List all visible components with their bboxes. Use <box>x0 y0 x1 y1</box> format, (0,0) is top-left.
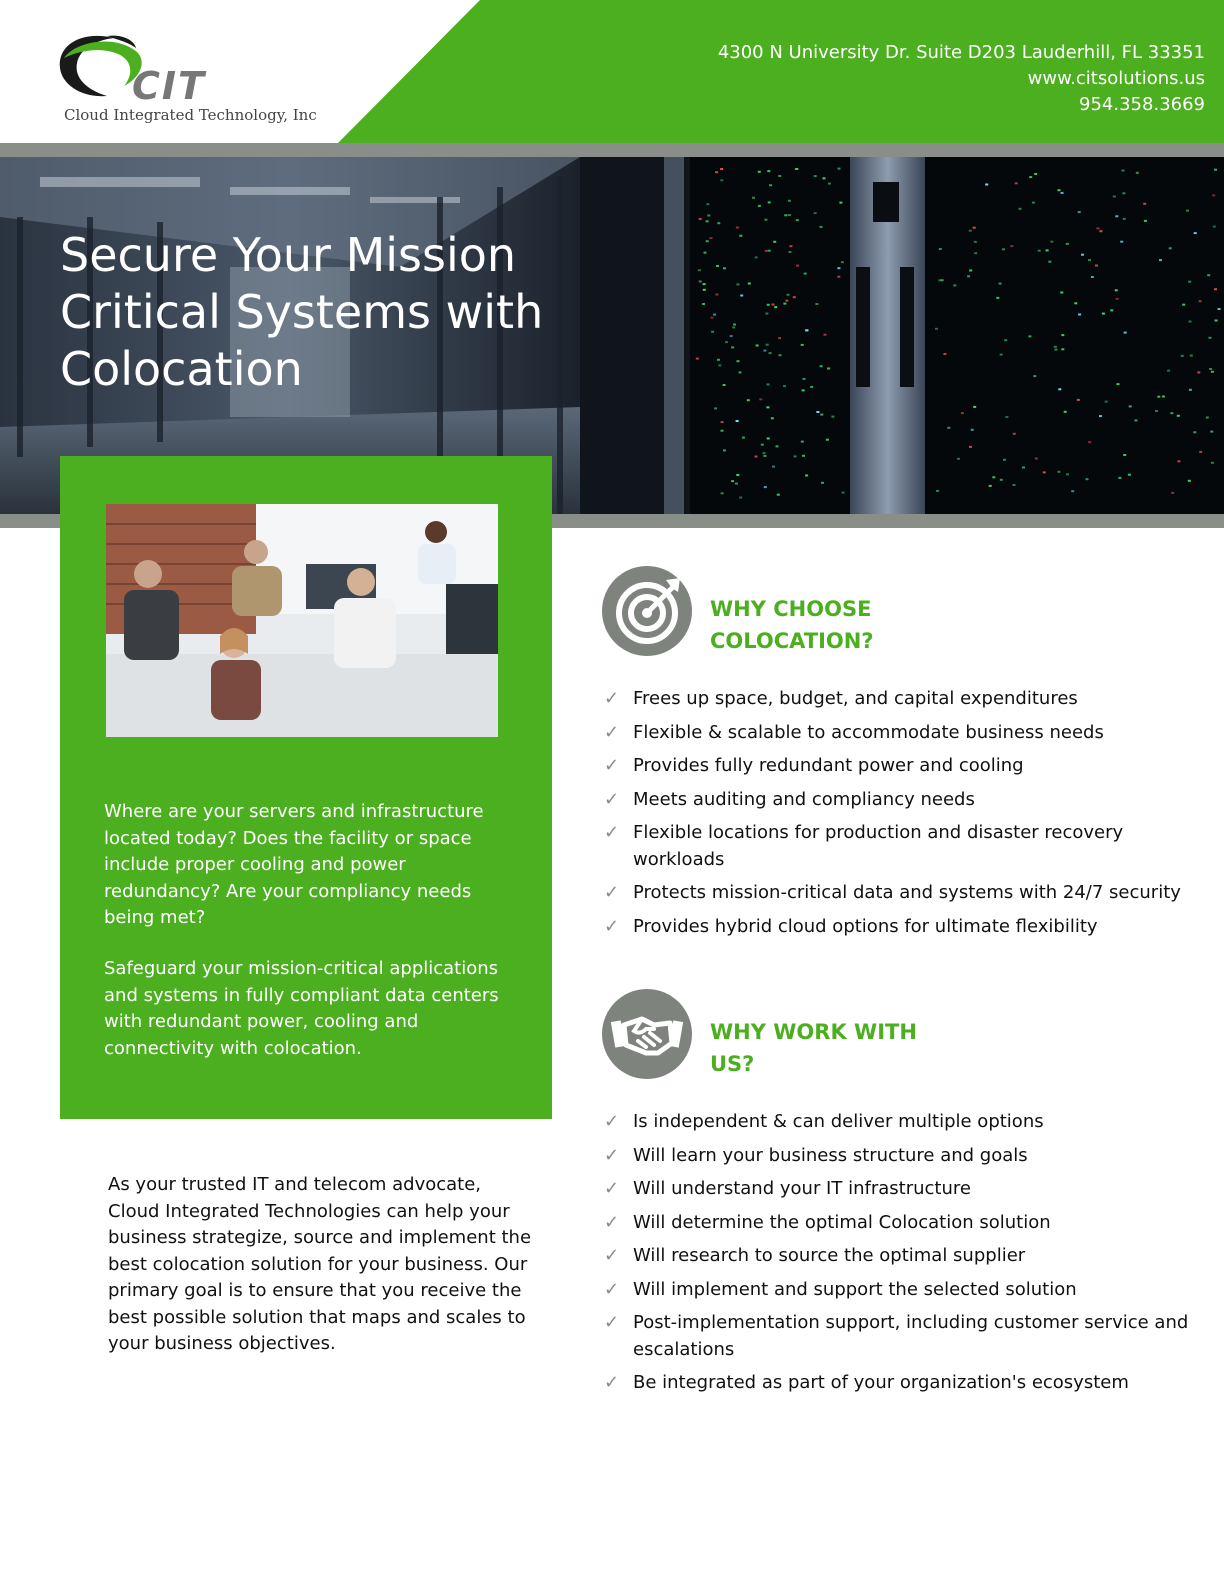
why-work-item-text: Post-implementation support, including customer service and escalations <box>633 1312 1189 1360</box>
why-choose-item-text: Provides fully redundant power and cooling <box>633 755 1024 776</box>
why-choose-list-item <box>604 820 1204 873</box>
office-photo-image <box>106 504 498 737</box>
checkmark-icon: ✓ <box>604 1312 620 1333</box>
why-choose-item-text: Frees up space, budget, and capital expenditures <box>633 688 1078 709</box>
checkmark-icon: ✓ <box>604 1178 620 1199</box>
why-work-item-text: Is independent & can deliver multiple options <box>633 1111 1044 1132</box>
intro-paragraph-1: Where are your servers and infrastructure located today? Does the facility or space include proper cooling and power redundancy? Are your compliancy needs being met? <box>104 801 484 928</box>
address: 4300 N University Dr. Suite D203 Lauderhill, FL 33351 <box>717 42 1205 63</box>
advocate-paragraph: As your trusted IT and telecom advocate, Cloud Integrated Technologies can help your business strategize, source and implement the best colocation solution for your business. Our primary goal is to ensure that you receive the best possible solution that maps and scales to your business objectives. <box>108 1174 532 1354</box>
why-work-list-item <box>604 1277 1204 1304</box>
why-work-title <box>710 1016 950 1080</box>
phone-number[interactable]: 954.358.3669 <box>1079 94 1205 115</box>
why-choose-item-text: Protects mission-critical data and systems with 24/7 security <box>633 882 1181 903</box>
why-work-title-line: US? <box>710 1052 755 1076</box>
contact-info <box>718 40 1205 118</box>
why-choose-list-item <box>604 914 1204 941</box>
why-work-list-item <box>604 1109 1204 1136</box>
why-choose-list-item <box>604 880 1204 907</box>
why-choose-title <box>710 593 950 657</box>
checkmark-icon: ✓ <box>604 822 620 843</box>
target-icon <box>602 566 692 656</box>
why-choose-title-line: WHY CHOOSE <box>710 597 872 621</box>
hero-title-line: Secure Your Mission <box>60 228 517 282</box>
checkmark-icon: ✓ <box>604 1111 620 1132</box>
why-work-list-item <box>604 1370 1204 1397</box>
checkmark-icon: ✓ <box>604 915 620 937</box>
why-work-item-text: Will research to source the optimal supplier <box>633 1245 1026 1266</box>
hero-title <box>60 227 600 398</box>
checkmark-icon: ✓ <box>604 721 620 743</box>
handshake-icon <box>602 989 692 1079</box>
why-work-list-item <box>604 1176 1204 1203</box>
logo-wordmark: CIT <box>132 64 206 108</box>
intro-paragraph-2: Safeguard your mission-critical applications and systems in fully compliant data centers with redundant power, cooling and connectivity with colocation. <box>104 958 499 1059</box>
page-header <box>0 0 1224 143</box>
checkmark-icon: ✓ <box>604 882 620 903</box>
why-work-list-item <box>604 1243 1204 1270</box>
office-team-photo <box>106 504 498 737</box>
checkmark-icon: ✓ <box>604 1144 620 1166</box>
why-work-list-item <box>604 1143 1204 1170</box>
why-work-title-line: WHY WORK WITH <box>710 1020 917 1044</box>
why-choose-item-text: Provides hybrid cloud options for ultimate flexibility <box>633 915 1098 937</box>
why-choose-item-text: Meets auditing and compliancy needs <box>633 788 975 810</box>
why-work-item-text: Will determine the optimal Colocation solution <box>633 1211 1051 1233</box>
checkmark-icon: ✓ <box>604 1278 620 1300</box>
checkmark-icon: ✓ <box>604 1372 620 1393</box>
why-choose-item-text: Flexible & scalable to accommodate business needs <box>633 721 1104 743</box>
why-work-item-text: Will learn your business structure and goals <box>633 1144 1028 1166</box>
checkmark-icon: ✓ <box>604 788 620 810</box>
why-choose-item-text: Flexible locations for production and disaster recovery workloads <box>633 822 1124 870</box>
top-divider <box>0 143 1224 157</box>
why-choose-list-item <box>604 787 1204 814</box>
why-choose-list-item <box>604 686 1204 713</box>
why-work-item-text: Will understand your IT infrastructure <box>633 1178 971 1199</box>
why-work-list-item <box>604 1210 1204 1237</box>
why-choose-list-item <box>604 720 1204 747</box>
checkmark-icon: ✓ <box>604 755 620 776</box>
checkmark-icon: ✓ <box>604 1245 620 1266</box>
why-work-list-item <box>604 1310 1204 1363</box>
company-name: Cloud Integrated Technology, Inc <box>64 106 317 124</box>
hero-title-line: Critical Systems with <box>60 285 544 339</box>
hero-title-line: Colocation <box>60 342 303 396</box>
why-choose-title-line: COLOCATION? <box>710 629 874 653</box>
why-work-list <box>604 1109 1204 1404</box>
checkmark-icon: ✓ <box>604 1211 620 1233</box>
company-logo <box>52 30 342 130</box>
checkmark-icon: ✓ <box>604 688 620 709</box>
intro-panel <box>60 456 552 1119</box>
why-work-item-text: Be integrated as part of your organization's ecosystem <box>633 1372 1129 1393</box>
why-work-item-text: Will implement and support the selected solution <box>633 1278 1077 1300</box>
why-choose-list <box>604 686 1204 947</box>
website-link[interactable]: www.citsolutions.us <box>1027 68 1205 89</box>
why-choose-list-item <box>604 753 1204 780</box>
